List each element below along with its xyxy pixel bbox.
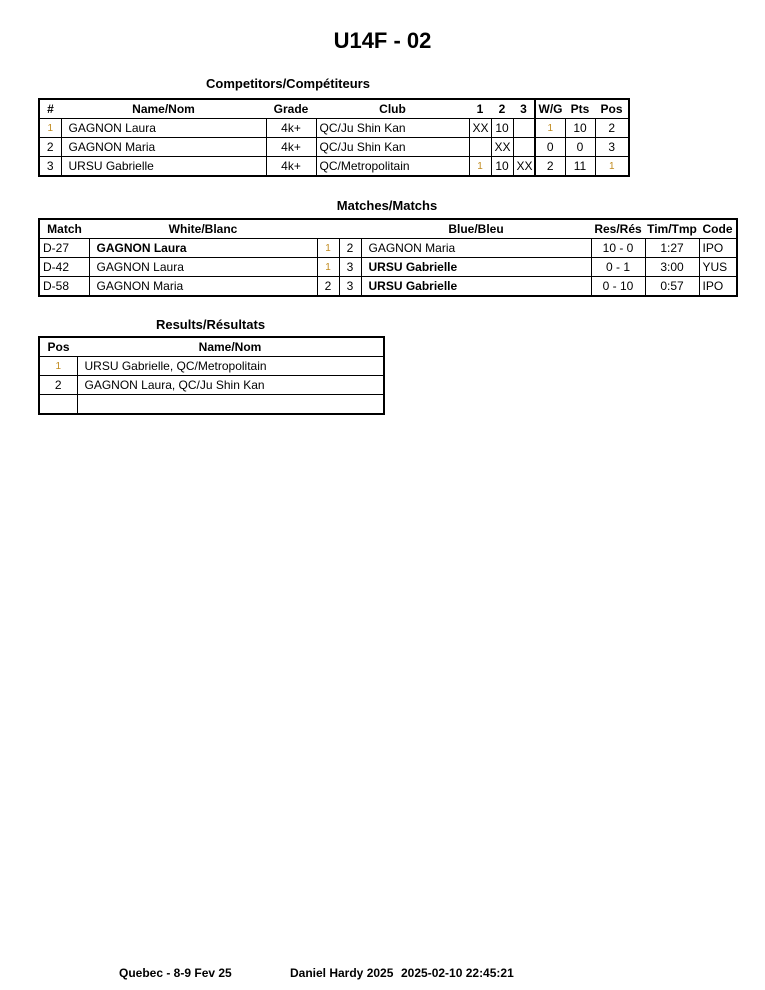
competitor-club: QC/Metropolitain [316,157,469,177]
competitors-header-row [39,99,629,119]
match-white: GAGNON Laura [89,239,317,258]
match-blue: URSU Gabrielle [361,277,591,297]
match-id: D-42 [39,258,89,277]
col-pos: Pos [600,102,623,116]
result-pos [39,395,77,415]
match-time: 1:27 [645,239,699,258]
competitors-heading: Competitors/Compétiteurs [206,76,370,91]
col-wg: W/G [535,99,565,119]
competitor-name: GAGNON Laura [61,119,266,138]
match-white-num: 2 [317,277,339,297]
competitor-num: 3 [39,157,61,177]
col-blue: Blue/Bleu [448,222,504,236]
col-white: White/Blanc [168,222,238,236]
matches-heading: Matches/Matchs [336,198,438,213]
competitor-pts: 0 [565,138,595,157]
table-row [39,239,737,258]
matches-table [38,218,738,297]
col-code: Code [702,222,733,236]
match-time: 0:57 [645,277,699,297]
match-code: YUS [699,258,737,277]
match-blue-num: 2 [339,239,361,258]
table-row [39,119,629,138]
footer-event: Quebec - 8-9 Fev 25 [119,966,232,980]
competitor-round-3 [513,119,535,138]
competitor-round-1: XX [469,119,491,138]
table-row [39,357,384,376]
results-heading: Results/Résultats [155,317,266,332]
match-result: 10 - 0 [591,239,645,258]
results-table [38,336,385,415]
competitor-pos: 2 [595,119,629,138]
col-num: # [47,102,54,116]
match-white: GAGNON Laura [89,258,317,277]
competitor-wg: 2 [535,157,565,177]
col-round-2: 2 [498,102,506,116]
competitor-pts: 11 [565,157,595,177]
competitor-wg: 0 [535,138,565,157]
col-club: Club [379,102,406,116]
competitor-round-2: 10 [491,119,513,138]
table-row [39,277,737,297]
col-time: Tim/Tmp [647,222,697,236]
competitors-table [38,98,630,177]
table-row [39,395,384,415]
match-code: IPO [699,239,737,258]
col-round-3: 3 [520,102,527,116]
competitor-round-2: 10 [491,157,513,177]
competitor-pos: 1 [595,157,629,177]
competitor-grade: 4k+ [266,157,316,177]
match-white: GAGNON Maria [89,277,317,297]
competitor-club: QC/Ju Shin Kan [316,138,469,157]
competitor-num: 2 [39,138,61,157]
col-result: Res/Rés [594,222,642,236]
page-title: U14F - 02 [333,28,432,53]
result-name: URSU Gabrielle, QC/Metropolitain [77,357,384,376]
footer-credit: Daniel Hardy 2025 [290,966,394,980]
competitor-grade: 4k+ [266,119,316,138]
competitor-name: GAGNON Maria [61,138,266,157]
result-name: GAGNON Laura, QC/Ju Shin Kan [77,376,384,395]
match-blue-num: 3 [339,277,361,297]
match-blue: URSU Gabrielle [361,258,591,277]
col-pos: Pos [47,340,70,354]
match-id: D-58 [39,277,89,297]
match-white-num: 1 [317,258,339,277]
match-time: 3:00 [645,258,699,277]
competitor-round-3 [513,138,535,157]
match-id: D-27 [39,239,89,258]
competitor-wg: 1 [535,119,565,138]
result-pos: 2 [39,376,77,395]
matches-header-row [39,219,737,239]
table-row [39,138,629,157]
match-blue: GAGNON Maria [361,239,591,258]
table-row [39,376,384,395]
result-pos: 1 [39,357,77,376]
competitor-club: QC/Ju Shin Kan [316,119,469,138]
col-name: Name/Nom [132,102,195,116]
competitor-round-3: XX [513,157,535,177]
results-header-row [39,337,384,357]
match-result: 0 - 1 [591,258,645,277]
col-grade: Grade [273,102,309,116]
competitor-pts: 10 [565,119,595,138]
result-name [77,395,384,415]
competitor-grade: 4k+ [266,138,316,157]
competitor-round-2: XX [491,138,513,157]
match-white-num: 1 [317,239,339,258]
match-result: 0 - 10 [591,277,645,297]
col-name: Name/Nom [198,340,262,354]
competitor-round-1 [469,138,491,157]
competitor-round-1: 1 [469,157,491,177]
col-match: Match [47,222,82,236]
competitor-num: 1 [39,119,61,138]
col-round-1: 1 [476,102,484,116]
match-blue-num: 3 [339,258,361,277]
competitor-name: URSU Gabrielle [61,157,266,177]
match-code: IPO [699,277,737,297]
table-row [39,157,629,177]
competitor-pos: 3 [595,138,629,157]
table-row [39,258,737,277]
col-pts: Pts [570,102,590,116]
footer-timestamp: 2025-02-10 22:45:21 [401,966,514,980]
